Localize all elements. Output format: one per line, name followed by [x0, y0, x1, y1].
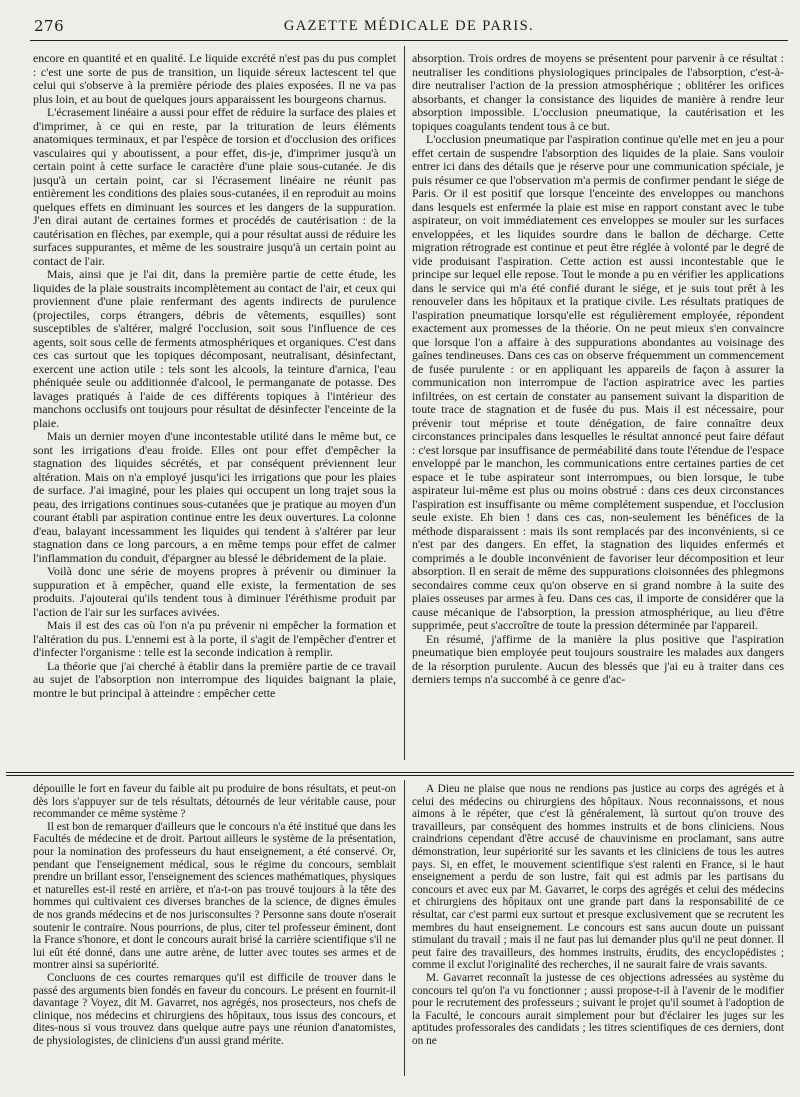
paragraph: dépouille le fort en faveur du faible ait pu produire de bons résultats, et peut-on dès lors s'appuyer sur de tels résultats, détournés de leur véritable cause, pour recommander ce même système ? — [33, 783, 396, 821]
paragraph: Mais un dernier moyen d'une incontestable utilité dans le même but, ce sont les irrigations d'eau froide. Elles ont pour effet d'empêcher la stagnation des liquides sécrétés, et par conséquent préviennent leur altération. Mais on n'a employé jusqu'ici les irrigations que pour les plaies de surface. J'ai imaginé, pour les plaies qui occupent un long trajet sous la peau, des irrigations continues sous-cutanées que je pratique au moyen d'un courant établi par aspiration continue entre les deux ouvertures. La colonne d'eau, balayant incessamment les liquides qui tendent à s'altérer par leur stagnation dans ce long parcours, a en même temps pour effet de calmer l'inflammation du conduit, d'épargner au blessé le débridement de la plaie. — [33, 429, 396, 565]
paragraph: Il est bon de remarquer d'ailleurs que le concours n'a été institué que dans les Facultés de médecine et de droit. Partout ailleurs le système de la présentation, pour la nomination des professeurs du haut enseignement, a été conservé. Or, pendant que l'enseignement médical, sous le régime du concours, semblait prendre un brillant essor, l'enseignement des sciences mathématiques, physiques et naturelles est-il resté en arrière, et n'a-t-on pas trouvé toujours à la tête des hommes qui cultivaient ces diverses branches de la science, de dignes émules de nos grands médecins et de nos jurisconsultes ? Personne sans doute n'oserait soutenir le contraire. Nous pourrions, de plus, citer tel professeur éminent, dont la France s'honore, et dont le concours aurait brisé la carrière scientifique s'il ne lui eût été donné, dans une autre arène, de lutter avec toutes ses armes et de montrer ainsi sa supériorité. — [33, 820, 396, 972]
upper-left-column — [33, 52, 396, 754]
paragraph: L'occlusion pneumatique par l'aspiration continue qu'elle met en jeu a pour effet certain de suspendre l'absorption des liquides de la plaie. Sans vouloir entrer ici dans des détails que je réserve pour une communication spéciale, je puis résumer ce que l'observation m'a permis de confirmer pendant le siége de Paris. Or il est positif que lorsque l'enceinte des enveloppes ou manchons dans lesquels est enfermée la plaie est mise en rapport constant avec le tube aspirateur, on voit immédiatement ces enveloppes se mouler sur les surfaces enveloppées, et les liquides sourdre dans le ballon de décharge. Cette migration rétrograde est continue et peut être réglée à volonté par le degré de vide produisant l'aspiration. Cette action est aussi incontestable que le principe sur lequel elle repose. Tout le monde a pu en vérifier les applications dans le service qui m'a été confié durant le siége, et je suis tout prêt à les renouveler dans les hôpitaux et la pratique civile. Les résultats pratiques de l'aspiration pneumatique lorsqu'elle est régulièrement employée, répondent exactement aux promesses de la théorie. On ne peut mieux s'en convaincre que lorsque l'on a affaire à des suppurations abondantes au voisinage des gaînes tendineuses. Dans ces cas on observe fréquemment un commencement de fusée purulente : or en appliquant les appareils de façon à assurer la communication non interrompue de l'action aspiratrice avec les parties infiltrées, on est certain de constater au pansement suivant la disparition de toute trace de stagnation et de fusée du pus. Mais il est nécessaire, pour prévenir tout méprise et toute dénégation, de faire connaître deux circonstances principales dans lesquelles le résultat annoncé peut faire défaut : c'est lorsque par insuffisance de perméabilité dans toute l'étendue de l'espace enveloppé par le manchon, les communications entre certaines parties de cet espace et le tube aspirateur sont interrompues, ou bien lorsque, le tube aspirateur lui-même est plus ou moins obstrué : dans ces deux circonstances l'aspiration est insuffisante ou même complétement suspendue, et l'occlusion seule existe. Eh bien ! dans ces cas, non-seulement les bénéfices de la méthode disparaissent : mais ils sont remplacés par des inconvénients, si ce n'est par des dangers. En effet, la stagnation des liquides enfermés et comprimés a le double inconvénient de favoriser leur décomposition et leur absorption. Il en serait de même des suppurations cloisonnées des phlegmons secondaires comme ceux qu'on observe en si grand nombre à la suite des plaies osseuses par armes à feu. Dans ces cas, il importe de considérer que la cause mécanique de l'absorption, la pression atmosphérique, au lieu d'être supprimée, peut s'accroître de toute la pression déterminée par l'appareil. — [412, 132, 784, 632]
column-divider — [404, 46, 405, 760]
section-divider — [6, 772, 794, 776]
paragraph: Mais il est des cas où l'on n'a pu prévenir ni empêcher la formation et l'altération du pus. L'ennemi est à la porte, il s'agit de l'empêcher d'entrer et d'infecter l'organisme : telle est la seconde indication à remplir. — [33, 618, 396, 659]
paragraph: Voilà donc une série de moyens propres à prévenir ou diminuer la suppuration et à empêcher, quand elle existe, la fermentation de ses produits. J'ajouterai qu'ils tendent tous à diminuer l'éréthisme produit par l'action de l'air sur les surfaces avivées. — [33, 564, 396, 619]
column-divider — [404, 780, 405, 1076]
page-number: 276 — [34, 17, 65, 35]
paragraph: encore en quantité et en qualité. Le liquide excrété n'est pas du pus complet : c'est une sorte de pus de transition, un liquide séreux lactescent tel que celui qui s'observe à la première période des plaies exposées. Il ne va pas plus loin, et au bout de quelques jours apparaissent les bourgeons charnus. — [33, 52, 396, 106]
paragraph: La théorie que j'ai cherché à établir dans la première partie de ce travail au sujet de l'absorption non interrompue des liquides baignant la plaie, montre le but principal à atteindre : empêcher cette — [33, 658, 396, 700]
paragraph: A Dieu ne plaise que nous ne rendions pas justice au corps des agrégés et à celui des médecins ou chirurgiens des hôpitaux. Nous reconnaissons, et nous aimons à le répéter, que c'est là généralement, là surtout qu'on trouve des travailleurs, par conséquent des hommes instruits et de bons cliniciens. Nous craindrions cependant d'être accusé de chauvinisme en proclamant, sans autre démonstration, leur supériorité sur les savants et les cliniciens de tous les autres pays. Si, en effet, le mouvement scientifique s'est ralenti en France, si le haut enseignement a perdu de son lustre, fait qui est admis par les partisans du concours et avec eux par M. Gavarret, le corps des agrégés et celui des médecins et chirurgiens des hôpitaux ont une grande part dans la responsabilité de ce résultat, car c'est parmi eux surtout et presque exclusivement que se recrutent les membres du haut enseignement. Le concours est sans aucun doute un puissant stimulant du travail ; mais il ne faut pas lui demander plus qu'il ne peut donner. Il peut faire des travailleurs, des hommes instruits, érudits, des encyclopédistes ; comme il exclut l'originalité des recherches, il ne saurait faire de vrais savants. — [412, 783, 784, 972]
paragraph: En résumé, j'affirme de la manière la plus positive que l'aspiration pneumatique bien employée peut toujours soustraire les malades aux dangers de la résorption purulente. Aucun des blessés que j'ai eu à traiter dans ces derniers temps n'a succombé à ce genre d'ac- — [412, 631, 784, 686]
lower-right-column — [412, 783, 784, 1073]
paragraph: L'écrasement linéaire a aussi pour effet de réduire la surface des plaies et d'imprimer, à ce qui en reste, par la trituration de leurs éléments anatomiques terminaux, et par l'espèce de torsion et d'occlusion des orifices vasculaires qui y aboutissent, a pour effet, dis-je, d'imprimer jusqu'à un certain point à cette surface le caractère d'une plaie sous-cutanée. Je dis jusqu'à un certain point, car si l'écrasement linéaire ne réunit pas entièrement les conditions des plaies sous-cutanées, il en reproduit au moins quelques effets en diminuant les sources et les dangers de la suppuration. J'en dirai autant de certaines formes et procédés de cautérisation : de la cautérisation en flèches, par exemple, qui a pour résultat aussi de réduire les surfaces suppurantes, et même de les soustraire jusqu'à un certain point au contact de l'air. — [33, 105, 396, 268]
page-header — [30, 14, 788, 41]
paragraph: M. Gavarret reconnaît la justesse de ces objections adressées au système du concours tel qu'on l'a vu fonctionner ; aussi propose-t-il à l'avenir de le modifier pour le recrutement des professeurs ; suivant le projet qu'il soumet à l'adoption de la Faculté, le concours aurait simplement pour but d'éclairer les juges sur les aptitudes professorales des candidats ; les titres scientifiques de ces derniers, dont on ne — [412, 971, 784, 1047]
paragraph: Mais, ainsi que je l'ai dit, dans la première partie de cette étude, les liquides de la plaie soustraits incomplètement au contact de l'air, et ceux qui proviennent d'une plaie renfermant des agents indirects de purulence (projectiles, corps étrangers, débris de vêtements, esquilles) sont susceptibles de s'altérer, malgré l'occlusion, soit sous l'influence de ces agents, soit sous celle de ferments atmosphériques et organiques. C'est dans ces cas surtout que les topiques décomposant, neutralisant, désinfectant, exercent une action utile : tels sont les alcools, la teinture d'arnica, l'eau phéniquée seule ou additionnée d'alcool, le permanganate de potasse. Des lavages pratiqués à l'aide de ces différents topiques à l'intérieur des manchons occlusifs ont toujours pour résultat de désinfecter l'enceinte de la plaie. — [33, 267, 396, 430]
upper-right-column — [412, 52, 784, 754]
lower-left-column — [33, 783, 396, 1073]
paragraph: absorption. Trois ordres de moyens se présentent pour parvenir à ce résultat : neutraliser les conditions physiologiques principales de l'absorption, c'est-à-dire neutraliser l'action de la pression atmosphérique ; oblitérer les orifices absorbants, et changer la consistance des liquides de manière à rendre leur absorption impossible. L'occlusion pneumatique, la cautérisation et les topiques coagulants tendent tous à ce but. — [412, 52, 784, 133]
paragraph: Concluons de ces courtes remarques qu'il est difficile de trouver dans le passé des arguments bien fondés en faveur du concours. Le présent en fournit-il davantage ? Voyez, dit M. Gavarret, nos agrégés, nos prosecteurs, nos chefs de clinique, nos médecins et chirurgiens des hôpitaux, tous issus des concours, et dites-nous si vous trouvez dans quelque autre pays une réunion d'anatomistes, de physiologistes, de cliniciens d'un aussi grand mérite. — [33, 971, 396, 1047]
journal-title: GAZETTE MÉDICALE DE PARIS. — [283, 18, 535, 34]
